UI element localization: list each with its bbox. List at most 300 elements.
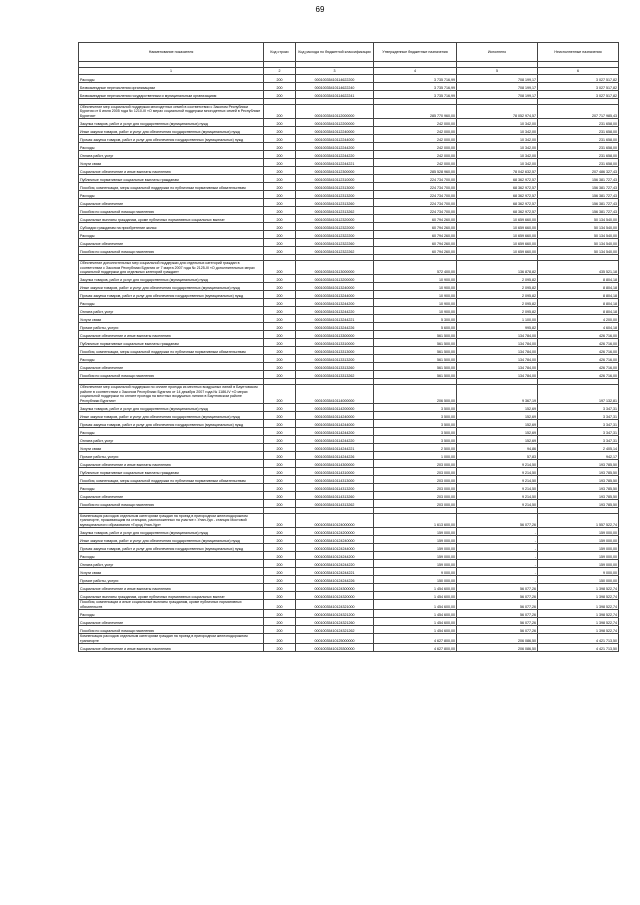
table-row [79,428,619,436]
row-executed-value: 10 342,00 [457,127,538,135]
row-unexecuted-value: 426 716,00 [538,363,619,371]
row-name: Расходы [79,428,264,436]
table-row [79,528,619,536]
row-executed-value: 78 042 632,57 [457,167,538,175]
row-unexecuted-value: 231 658,00 [538,127,619,135]
row-unexecuted-value: 159 000,00 [538,552,619,560]
table-row [79,231,619,239]
row-budget-code: 00010035410124244200 [296,552,374,560]
row-executed-value: 68 362 972,57 [457,199,538,207]
table-row [79,610,619,618]
table-row [79,191,619,199]
row-name: Расходы [79,355,264,363]
table-row [79,643,619,651]
row-name: Обеспечение дополнительных мер социальной поддержки для отдельных категорий граждан в соответствии с Законом Республики Бурятия от 7 марта 2007 года № 2125-III «О дополнительных мерах социальной поддержки для отдельных категорий граждан» [79,261,264,275]
table-row [79,355,619,363]
table-row [79,339,619,347]
row-executed-value: 206 086,50 [457,643,538,651]
row-executed-value: 134 784,00 [457,331,538,339]
row-line-code: 200 [264,610,296,618]
row-unexecuted-value: 150 000,00 [538,576,619,584]
row-line-code: 200 [264,159,296,167]
row-unexecuted-value: 231 658,00 [538,135,619,143]
row-budget-code: 00010035410125000000 [296,634,374,644]
table-row [79,460,619,468]
row-name: Расходы [79,75,264,83]
row-executed-value: - [457,576,538,584]
row-line-code: 200 [264,191,296,199]
row-executed-value: 9 367,19 [457,385,538,404]
row-line-code: 200 [264,183,296,191]
row-line-code: 200 [264,514,296,528]
row-name: Обеспечение мер социальной поддержки по оплате проезда из местных воздушных линий в Баунтовском районе в соответствии с Законом Республики Бурятия от 14 декабря 2007 года № 1186-IV «О мерах социальной поддержки по оплате проезда на местных воздушных линиях в Баунтовском районе Республики Бурятия» [79,385,264,404]
row-name: Социальное обеспечение [79,618,264,626]
row-executed-value: 56 077,26 [457,626,538,634]
table-row [79,592,619,600]
row-approved-value: 9 000,00 [374,568,457,576]
row-approved-value: 242 000,00 [374,127,457,135]
row-executed-value: 56 077,26 [457,514,538,528]
table-row [79,159,619,167]
row-name: Социальное обеспечение и иные выплаты населению [79,460,264,468]
header-indicator-name: Наименование показателя [79,43,264,62]
table-row [79,215,619,223]
row-executed-value: 2 095,82 [457,291,538,299]
row-line-code: 200 [264,420,296,428]
row-line-code: 200 [264,468,296,476]
row-unexecuted-value: 50 134 540,00 [538,223,619,231]
row-line-code: 200 [264,323,296,331]
row-name: Закупка товаров, работ и услуг для государственных (муниципальных) нужд [79,528,264,536]
row-budget-code: 00010035410124244226 [296,576,374,584]
table-row [79,626,619,634]
row-budget-code: 00010035410124240000 [296,536,374,544]
row-approved-value: 224 734 700,00 [374,207,457,215]
row-budget-code: 00010035410112313000 [296,183,374,191]
row-executed-value: 152,69 [457,420,538,428]
row-name: Пособия, компенсации, меры социальной поддержки по публичным нормативным обязательствам [79,183,264,191]
row-line-code: 200 [264,436,296,444]
table-row [79,331,619,339]
row-line-code: 200 [264,135,296,143]
column-number: 1 [79,68,264,75]
row-unexecuted-value: 193 785,50 [538,492,619,500]
row-name: Социальные выплаты гражданам, кроме публичных нормативных социальных выплат [79,592,264,600]
row-executed-value: 10 659 660,00 [457,223,538,231]
row-executed-value: 10 342,00 [457,135,538,143]
row-line-code: 200 [264,207,296,215]
row-name: Пособия по социальной помощи населению [79,626,264,634]
row-executed-value: 10 659 660,00 [457,239,538,247]
table-row [79,476,619,484]
row-name: Пособия по социальной помощи населению [79,371,264,379]
row-line-code: 200 [264,560,296,568]
row-executed-value: 10 342,00 [457,159,538,167]
row-budget-code: 00010035410112244200 [296,143,374,151]
table-row [79,444,619,452]
row-executed-value: 2 095,82 [457,307,538,315]
row-executed-value: 152,69 [457,428,538,436]
row-budget-code: 00010035410113000000 [296,261,374,275]
row-budget-code: 00010035410112322000 [296,223,374,231]
row-budget-code: 00010035410114300000 [296,460,374,468]
table-row [79,385,619,404]
row-unexecuted-value: 156 381 727,43 [538,207,619,215]
row-name: Оплата работ, услуг [79,151,264,159]
table-row [79,552,619,560]
row-executed-value: 9 214,50 [457,476,538,484]
row-budget-code: 00010035410112313200 [296,191,374,199]
row-line-code: 200 [264,568,296,576]
row-name: Обеспечение мер социальной поддержки многодетных семей в соответствии с Законом Республики Бурятия от 6 июля 2005 года № 1210-III «О мерах социальной поддержки многодетных семей в Республике Бурятия» [79,105,264,119]
row-approved-value: 3 500,00 [374,428,457,436]
row-executed-value: - [457,568,538,576]
row-unexecuted-value: 426 716,00 [538,331,619,339]
row-budget-code: 00010035410113313260 [296,363,374,371]
row-unexecuted-value: 159 000,00 [538,528,619,536]
row-unexecuted-value: 193 785,50 [538,468,619,476]
row-name: Социальное обеспечение и иные выплаты населению [79,643,264,651]
row-line-code: 200 [264,105,296,119]
row-executed-value: 152,69 [457,436,538,444]
row-approved-value: 4 627 800,00 [374,634,457,644]
row-budget-code: 00010035410113300000 [296,331,374,339]
row-executed-value: - [457,544,538,552]
row-executed-value: 56 077,26 [457,592,538,600]
row-budget-code: 00010035410113200000 [296,275,374,283]
row-name: Расходы [79,191,264,199]
table-row [79,239,619,247]
row-executed-value: 68 362 972,57 [457,175,538,183]
row-approved-value: 3 500,00 [374,436,457,444]
row-name: Публичные нормативные социальные выплаты гражданам [79,468,264,476]
row-executed-value: 9 214,50 [457,468,538,476]
row-executed-value: 9 214,50 [457,460,538,468]
table-row [79,91,619,99]
row-unexecuted-value: 156 381 727,43 [538,191,619,199]
row-executed-value: 134 784,00 [457,363,538,371]
budget-execution-table [78,42,619,652]
row-line-code: 200 [264,544,296,552]
row-approved-value: 3 735 716,99 [374,83,457,91]
row-name: Социальное обеспечение [79,363,264,371]
row-approved-value: 224 734 700,00 [374,175,457,183]
row-budget-code: 00010035410124244220 [296,560,374,568]
row-line-code: 200 [264,119,296,127]
table-row [79,363,619,371]
table-row [79,468,619,476]
row-name: Безвозмездные перечисления организациям [79,83,264,91]
row-unexecuted-value: 1 398 522,74 [538,618,619,626]
row-unexecuted-value: 156 381 727,43 [538,183,619,191]
row-approved-value: 5 300,00 [374,315,457,323]
row-approved-value: 1 613 600,00 [374,514,457,528]
row-unexecuted-value: 2 405,14 [538,444,619,452]
row-approved-value: 10 900,00 [374,291,457,299]
row-executed-value: 9 214,50 [457,500,538,508]
row-name: Социальное обеспечение [79,492,264,500]
row-executed-value: 1 100,00 [457,315,538,323]
row-line-code: 200 [264,634,296,644]
row-name: Оплата работ, услуг [79,436,264,444]
row-budget-code: 00010035410124321262 [296,626,374,634]
row-name: Пособия по социальной помощи населению [79,247,264,255]
row-line-code: 200 [264,618,296,626]
row-budget-code: 00010035410112244220 [296,151,374,159]
row-name: Иные закупки товаров, работ и услуг для обеспечения государственных (муниципальных) нужд [79,412,264,420]
row-line-code: 200 [264,175,296,183]
row-budget-code: 00010035410113244221 [296,315,374,323]
row-executed-value: 9 214,50 [457,484,538,492]
table-row [79,347,619,355]
row-budget-code: 00010035410114313260 [296,492,374,500]
row-executed-value: - [457,560,538,568]
row-approved-value: 1 454 600,00 [374,626,457,634]
table-row [79,183,619,191]
row-name: Закупка товаров, работ и услуг для государственных (муниципальных) нужд [79,119,264,127]
row-name: Социальное обеспечение и иные выплаты населению [79,584,264,592]
row-unexecuted-value: 3 027 517,82 [538,83,619,91]
row-budget-code: 00010035410124320000 [296,592,374,600]
row-unexecuted-value: 4 421 713,50 [538,643,619,651]
row-budget-code: 00010035410114240000 [296,412,374,420]
row-executed-value: 10 659 660,00 [457,247,538,255]
row-approved-value: 203 000,00 [374,484,457,492]
row-line-code: 200 [264,404,296,412]
row-unexecuted-value: 231 658,00 [538,119,619,127]
row-name: Прочая закупка товаров, работ и услуг для обеспечения государственных (муниципальных) нужд [79,135,264,143]
row-executed-value: 57,83 [457,452,538,460]
row-budget-code: 00010035410124321260 [296,618,374,626]
row-approved-value: 3 500,00 [374,404,457,412]
row-approved-value: 60 794 260,00 [374,247,457,255]
row-budget-code: 00010035410113313262 [296,371,374,379]
table-row [79,371,619,379]
row-name: Пособия по социальной помощи населению [79,500,264,508]
row-budget-code: 00010035410124000000 [296,514,374,528]
row-approved-value: 159 000,00 [374,552,457,560]
row-name: Публичные нормативные социальные выплаты гражданам [79,339,264,347]
row-unexecuted-value: 3 347,31 [538,412,619,420]
table-row [79,560,619,568]
row-approved-value: 285 528 960,00 [374,167,457,175]
row-unexecuted-value: 50 134 540,00 [538,215,619,223]
row-unexecuted-value: 3 347,31 [538,404,619,412]
row-executed-value: 78 052 974,57 [457,105,538,119]
row-budget-code: 00010035410114313262 [296,500,374,508]
row-executed-value: 708 199,17 [457,83,538,91]
row-approved-value: 60 794 260,00 [374,239,457,247]
row-name: Пособия, компенсации, меры социальной поддержки по публичным нормативным обязательствам [79,347,264,355]
row-approved-value: 561 500,00 [374,355,457,363]
row-budget-code: 00010035410124300000 [296,584,374,592]
row-approved-value: 1 454 600,00 [374,610,457,618]
row-approved-value: 224 734 700,00 [374,191,457,199]
row-line-code: 200 [264,385,296,404]
row-line-code: 200 [264,83,296,91]
table-row [79,261,619,275]
row-budget-code: 00010035410112310000 [296,175,374,183]
row-name: Социальное обеспечение и иные выплаты населению [79,167,264,175]
row-approved-value: 60 794 260,00 [374,223,457,231]
row-executed-value: 94,86 [457,444,538,452]
row-unexecuted-value: 1 398 522,74 [538,592,619,600]
row-budget-code: 00010035410114200000 [296,404,374,412]
table-row [79,323,619,331]
row-approved-value: 3 500,00 [374,412,457,420]
row-approved-value: 1 454 600,00 [374,584,457,592]
row-executed-value: 10 342,00 [457,143,538,151]
row-unexecuted-value: 435 521,18 [538,261,619,275]
row-unexecuted-value: 159 000,00 [538,536,619,544]
row-budget-code: 00010035410114244226 [296,452,374,460]
row-name: Иные закупки товаров, работ и услуг для обеспечения государственных (муниципальных) нужд [79,536,264,544]
row-executed-value: 68 362 972,57 [457,191,538,199]
row-approved-value: 203 000,00 [374,476,457,484]
row-line-code: 200 [264,626,296,634]
table-row [79,299,619,307]
row-unexecuted-value: 426 716,00 [538,339,619,347]
row-approved-value: 3 735 716,99 [374,75,457,83]
row-line-code: 200 [264,363,296,371]
row-unexecuted-value: 1 398 522,74 [538,626,619,634]
row-name: Прочие работы, услуги [79,452,264,460]
table-row [79,83,619,91]
row-budget-code: 00010035410114244221 [296,444,374,452]
row-budget-code: 00010035410112322200 [296,231,374,239]
row-budget-code: 00010035410113244000 [296,291,374,299]
row-unexecuted-value: 3 347,31 [538,428,619,436]
column-number: 2 [264,68,296,75]
row-unexecuted-value: 156 381 727,43 [538,199,619,207]
row-unexecuted-value: 197 132,81 [538,385,619,404]
row-budget-code: 00010035410112300000 [296,167,374,175]
row-name: Закупка товаров, работ и услуг для государственных (муниципальных) нужд [79,404,264,412]
row-budget-code: 00010035410112240000 [296,127,374,135]
row-name: Субсидии гражданам на приобретение жилья [79,223,264,231]
row-line-code: 200 [264,127,296,135]
row-executed-value: 10 342,00 [457,119,538,127]
row-budget-code: 00010035410113313200 [296,355,374,363]
row-line-code: 200 [264,592,296,600]
row-budget-code: 00010035410124200000 [296,528,374,536]
row-executed-value: 2 095,82 [457,275,538,283]
row-line-code: 200 [264,299,296,307]
row-budget-code: 00010035410114244220 [296,436,374,444]
row-unexecuted-value: 8 804,18 [538,299,619,307]
table-row [79,568,619,576]
row-executed-value: - [457,536,538,544]
row-unexecuted-value: 8 804,18 [538,275,619,283]
row-budget-code: 00010035410112313262 [296,207,374,215]
row-budget-code: 00010035410112322262 [296,247,374,255]
row-approved-value: 10 900,00 [374,307,457,315]
table-row [79,127,619,135]
row-executed-value: 10 659 660,00 [457,231,538,239]
row-approved-value: 203 000,00 [374,492,457,500]
row-line-code: 200 [264,167,296,175]
row-line-code: 200 [264,492,296,500]
row-budget-code: 00010035410112320000 [296,215,374,223]
row-unexecuted-value: 159 000,00 [538,544,619,552]
row-line-code: 200 [264,307,296,315]
row-budget-code: 00010035410112244000 [296,135,374,143]
table-header-row [79,43,619,62]
row-line-code: 200 [264,528,296,536]
row-line-code: 200 [264,261,296,275]
row-name: Расходы [79,610,264,618]
row-name: Иные закупки товаров, работ и услуг для обеспечения государственных (муниципальных) нужд [79,283,264,291]
row-approved-value: 60 794 260,00 [374,231,457,239]
row-approved-value: 3 500,00 [374,420,457,428]
row-line-code: 200 [264,315,296,323]
row-line-code: 200 [264,536,296,544]
row-line-code: 200 [264,143,296,151]
row-name: Услуги связи [79,568,264,576]
row-approved-value: 242 000,00 [374,135,457,143]
table-row [79,618,619,626]
header-budget-code: Код расхода по бюджетной классификации [296,43,374,62]
row-unexecuted-value: 193 785,50 [538,500,619,508]
row-approved-value: 285 770 960,00 [374,105,457,119]
row-line-code: 200 [264,371,296,379]
row-name: Услуги связи [79,444,264,452]
table-row [79,412,619,420]
row-line-code: 200 [264,347,296,355]
row-line-code: 200 [264,275,296,283]
row-name: Прочие работы, услуги [79,576,264,584]
row-line-code: 200 [264,584,296,592]
row-approved-value: 150 000,00 [374,576,457,584]
table-row [79,175,619,183]
header-executed: Исполнено [457,43,538,62]
row-approved-value: 561 500,00 [374,371,457,379]
table-row [79,536,619,544]
row-name: Пособия, компенсации и иные социальные выплаты гражданам, кроме публичных нормативных обязательств [79,600,264,610]
table-row [79,223,619,231]
row-name: Прочие работы, услуги [79,323,264,331]
row-name: Оплата работ, услуг [79,307,264,315]
row-name: Социальное обеспечение [79,239,264,247]
row-name: Расходы [79,299,264,307]
row-executed-value: 56 077,26 [457,584,538,592]
row-approved-value: 203 000,00 [374,468,457,476]
row-unexecuted-value: 3 347,31 [538,436,619,444]
table-row [79,283,619,291]
row-budget-code: 00010035410124244221 [296,568,374,576]
row-name: Прочая закупка товаров, работ и услуг для обеспечения государственных (муниципальных) нужд [79,420,264,428]
row-approved-value: 3 735 716,99 [374,91,457,99]
row-budget-code: 00010035410112322260 [296,239,374,247]
table-row [79,584,619,592]
table-row [79,315,619,323]
column-number: 5 [457,68,538,75]
row-unexecuted-value: 193 785,50 [538,476,619,484]
row-name: Пособия по социальной помощи населению [79,207,264,215]
table-row [79,119,619,127]
row-unexecuted-value: 1 557 522,74 [538,514,619,528]
row-line-code: 200 [264,247,296,255]
row-executed-value: 2 095,82 [457,283,538,291]
column-number: 6 [538,68,619,75]
row-executed-value: 56 077,26 [457,610,538,618]
row-budget-code: 00010035410113313000 [296,347,374,355]
row-executed-value: 152,69 [457,404,538,412]
row-name: Социальные выплаты гражданам, кроме публичных нормативных социальных выплат [79,215,264,223]
row-name: Расходы [79,231,264,239]
column-number: 4 [374,68,457,75]
row-line-code: 200 [264,339,296,347]
